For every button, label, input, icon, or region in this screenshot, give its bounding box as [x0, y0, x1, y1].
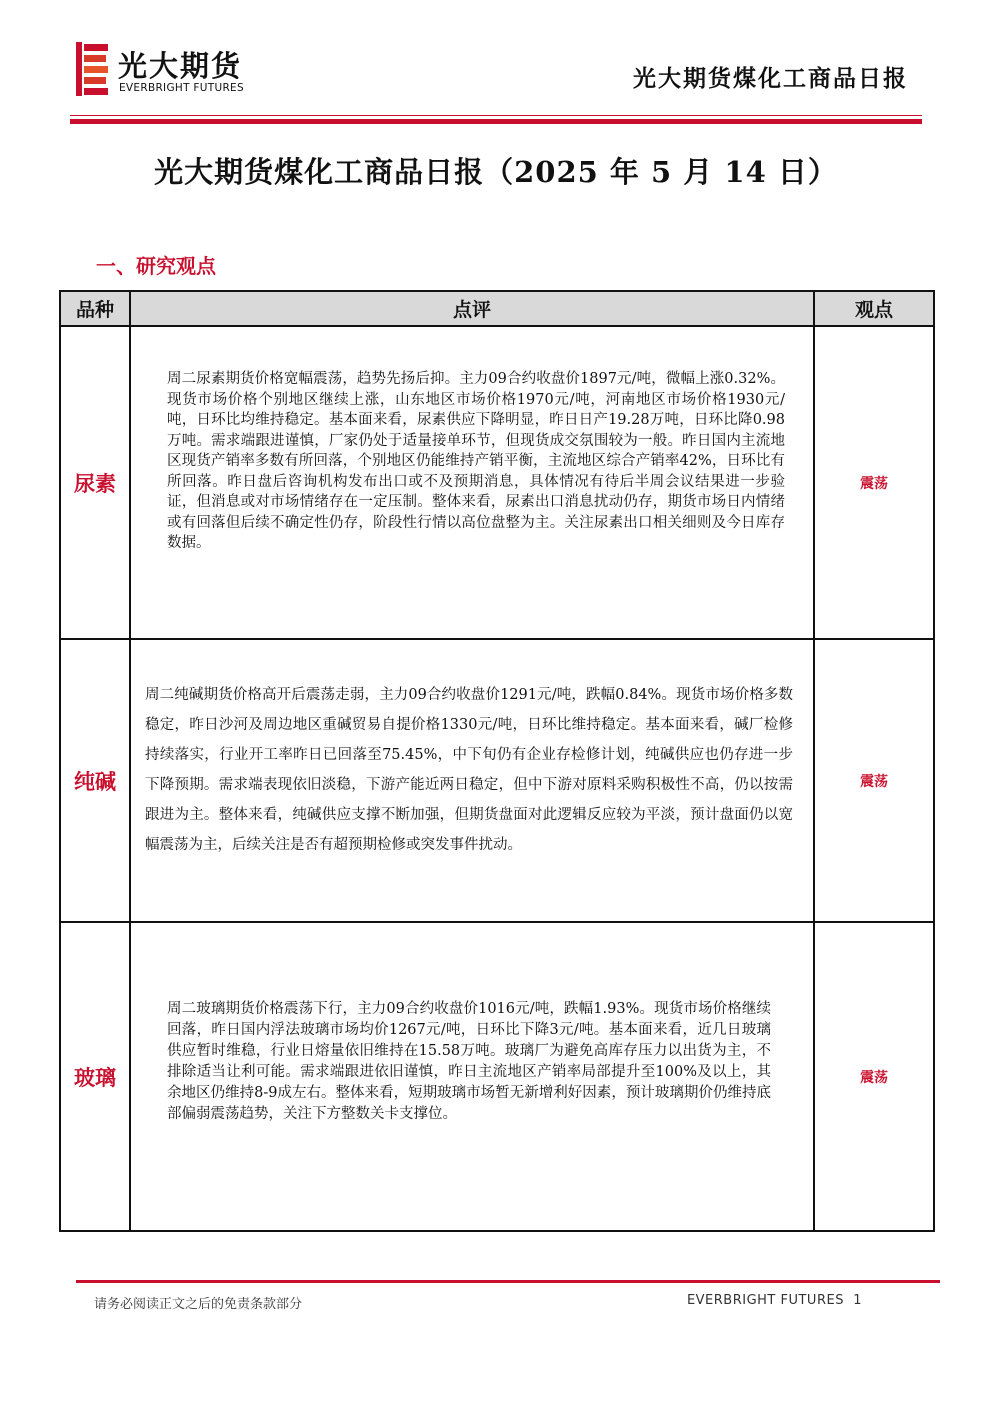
row-category: 玻璃 — [60, 922, 130, 1231]
table-header-row — [60, 291, 934, 326]
table-row-soda-ash — [60, 639, 934, 922]
footer-brand: EVERBRIGHT FUTURES — [686, 1293, 844, 1308]
footer-divider — [76, 1280, 940, 1283]
row-comment-cell — [130, 326, 814, 639]
company-logo — [76, 42, 296, 100]
page-number: 1 — [853, 1293, 862, 1308]
everbright-logo-icon — [76, 42, 110, 96]
row-comment: 周二纯碱期货价格高开后震荡走弱，主力09合约收盘价1291元/吨，跌幅0.84%。现货市场价格多数稳定，昨日沙河及周边地区重碱贸易自提价格1330元/吨，日环比维持稳定。基本面来看，碱厂检修持续落实，行业开工率昨日已回落至75.45%，中下旬仍有企业存检修计划，纯碱供应也仍存进一步下降预期。需求端表现依旧淡稳，下游产能近两日稳定，但中下游对原料采购积极性不高，仍以按需跟进为主。整体来看，纯碱供应支撑不断加强，但期货盘面对此逻辑反应较为平淡，预计盘面仍以宽幅震荡为主，后续关注是否有超预期检修或突发事件扰动。 — [145, 687, 793, 853]
logo-name-en: EVERBRIGHT FUTURES — [119, 82, 244, 94]
row-category: 纯碱 — [60, 639, 130, 922]
footer-disclaimer: 请务必阅读正文之后的免责条款部分 — [94, 1297, 303, 1312]
header-comment: 点评 — [130, 291, 814, 326]
header-category: 品种 — [60, 291, 130, 326]
header-title: 光大期货煤化工商品日报 — [633, 65, 908, 92]
header-divider-thin — [70, 115, 922, 116]
row-comment-cell — [130, 639, 814, 922]
header-view: 观点 — [814, 291, 934, 326]
section-title: 一、研究观点 — [96, 254, 216, 278]
row-comment: 周二玻璃期货价格震荡下行，主力09合约收盘价1016元/吨，跌幅1.93%。现货市场价格继续回落，昨日国内浮法玻璃市场均价1267元/吨，日环比下降3元/吨。基本面来看，近几日玻璃供应暂时维稳，行业日熔量依旧维持在15.58万吨。玻璃厂为避免高库存压力以出货为主，不排除适当让利可能。需求端跟进依旧谨慎，昨日主流地区产销率局部提升至100%及以上，其余地区仍维持8-9成左右。整体来看，短期玻璃市场暂无新增利好因素，预计玻璃期价仍维持底部偏弱震荡趋势，关注下方整数关卡支撑位。 — [167, 1001, 771, 1122]
report-title: 光大期货煤化工商品日报（2025 年 5 月 14 日） — [154, 155, 838, 189]
footer-brand-page — [687, 1293, 862, 1308]
row-comment-cell — [130, 922, 814, 1231]
row-view: 震荡 — [814, 326, 934, 639]
row-category: 尿素 — [60, 326, 130, 639]
row-view: 震荡 — [814, 639, 934, 922]
logo-name-cn: 光大期货 — [118, 49, 243, 83]
table-row-urea — [60, 326, 934, 639]
row-view: 震荡 — [814, 922, 934, 1231]
header-divider-thick — [70, 119, 922, 124]
research-view-table — [59, 290, 935, 1232]
row-comment: 周二尿素期货价格宽幅震荡，趋势先扬后抑。主力09合约收盘价1897元/吨，微幅上涨0.32%。现货市场价格个别地区继续上涨，山东地区市场价格1970元/吨，河南地区市场价格1930元/吨，日环比均维持稳定。基本面来看，尿素供应下降明显，昨日日产19.28万吨，日环比降0.98万吨。需求端跟进谨慎，厂家仍处于适量接单环节，但现货成交氛围较为一般。昨日国内主流地区现货产销率多数有所回落，个别地区仍能维持产销平衡，主流地区综合产销率42%，日环比有所回落。昨日盘后咨询机构发布出口或不及预期消息，具体情况有待后半周会议结果进一步验证，但消息或对市场情绪存在一定压制。整体来看，尿素出口消息扰动仍存，期货市场日内情绪或有回落但后续不确定性仍存，阶段性行情以高位盘整为主。关注尿素出口相关细则及今日库存数据。 — [167, 371, 785, 551]
table-row-glass — [60, 922, 934, 1231]
